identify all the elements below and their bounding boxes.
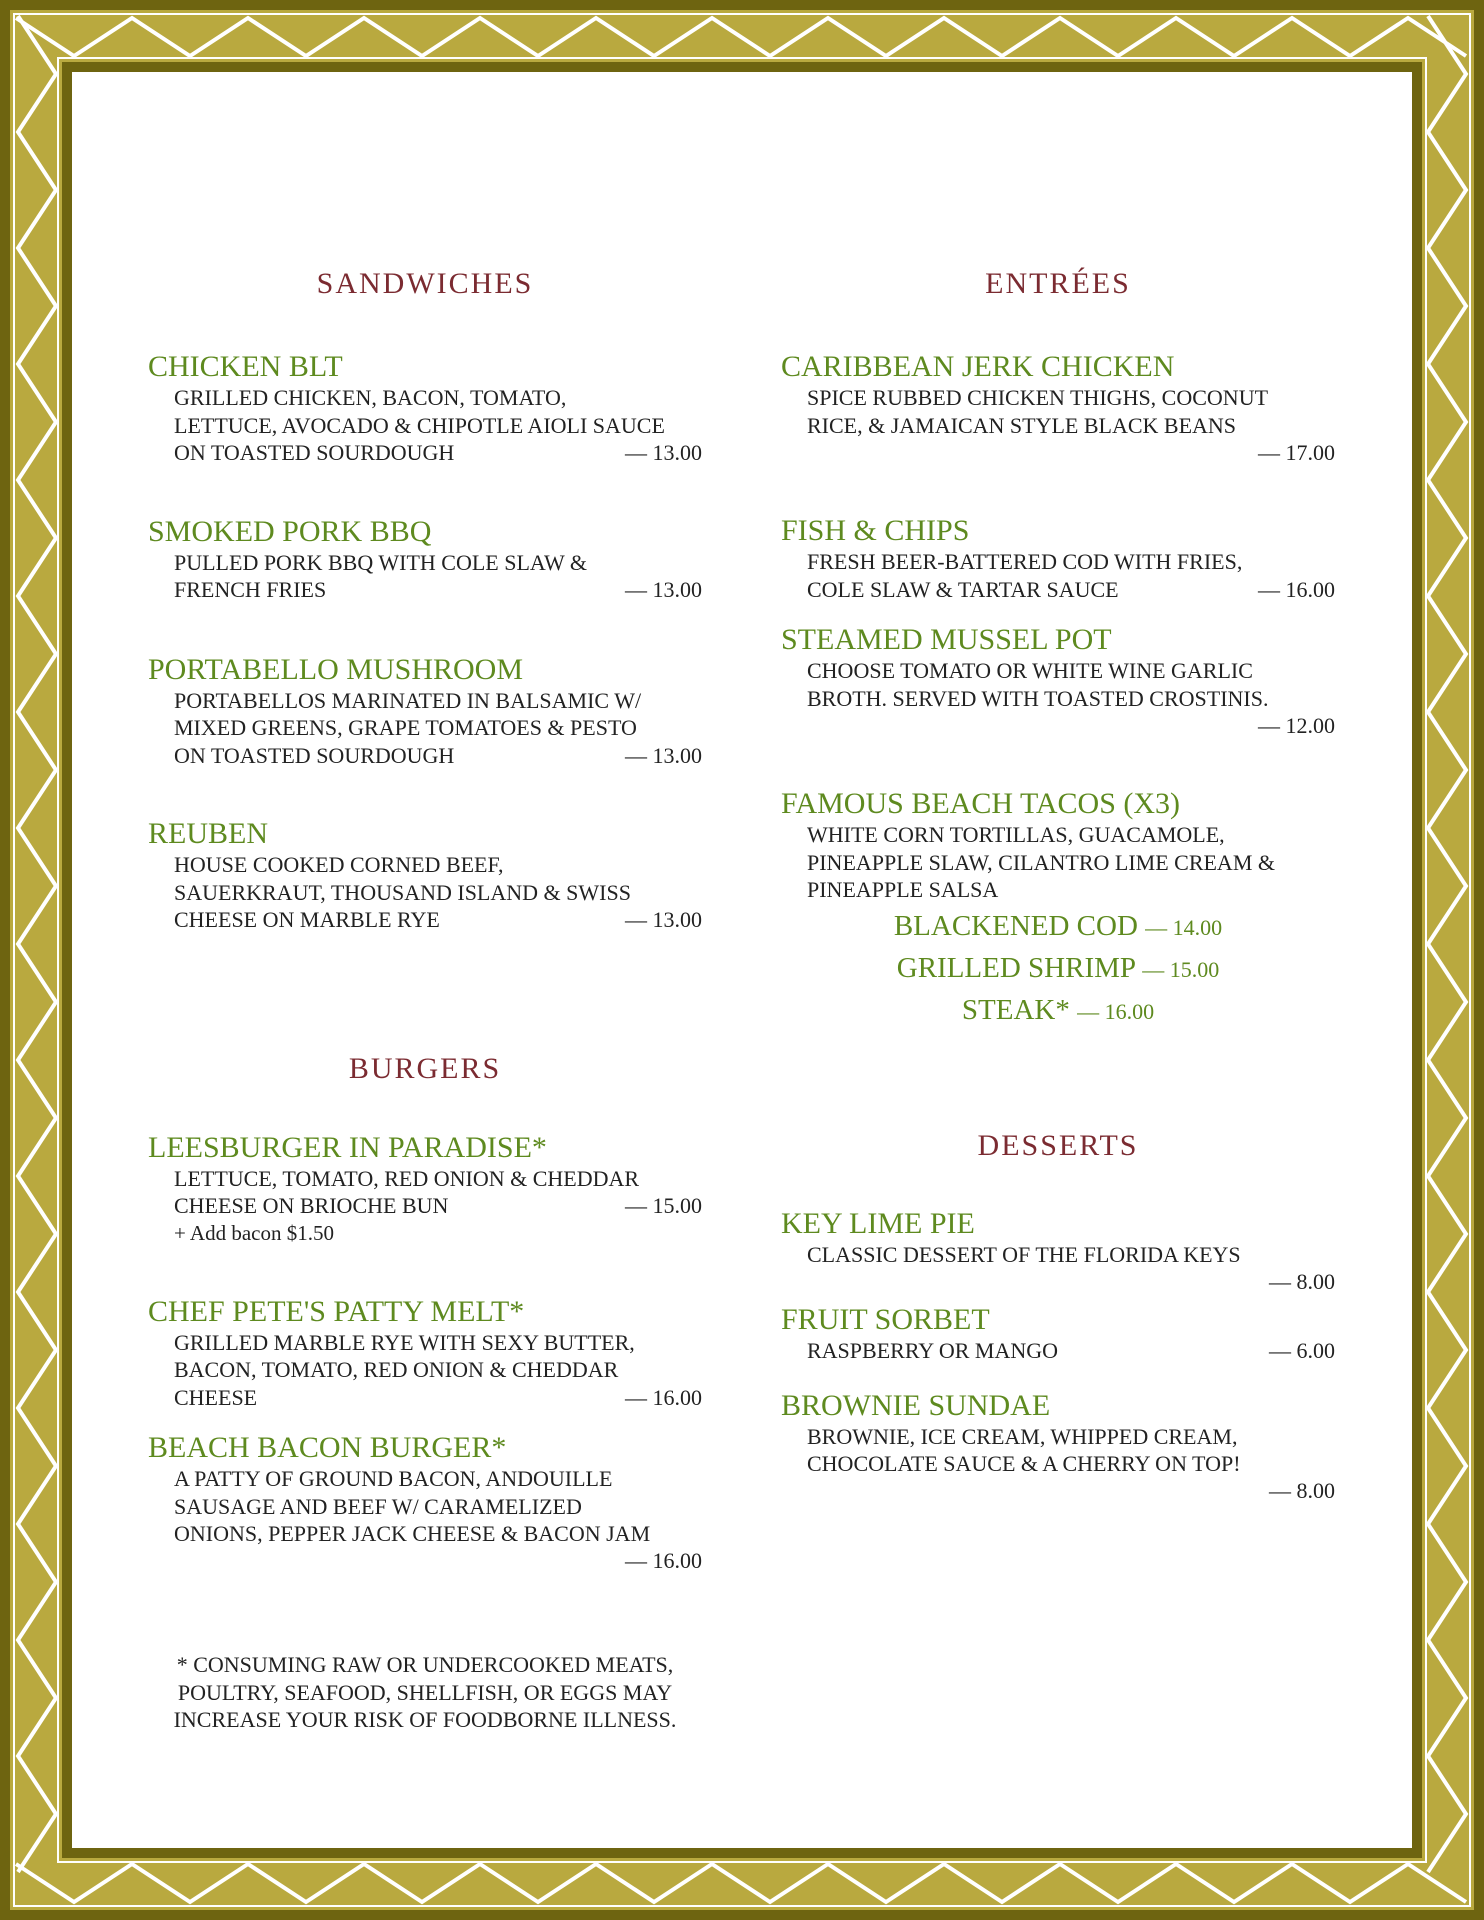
- item-name: LEESBURGER IN PARADISE*: [148, 1130, 547, 1164]
- section-title-entrees: ENTRÉES: [985, 267, 1131, 300]
- section-title-sandwiches: SANDWICHES: [316, 267, 534, 300]
- menu-item-smoked-pork-bbq: [148, 515, 702, 604]
- item-addon-note: + Add bacon $1.50: [174, 1220, 334, 1245]
- item-description: BROWNIE, ICE CREAM, WHIPPED CREAM, CHOCOLATE SAUCE & A CHERRY ON TOP!: [807, 1423, 1241, 1476]
- item-description: PULLED PORK BBQ WITH COLE SLAW & FRENCH FRIES: [174, 549, 587, 602]
- menu-item-fruit-sorbet: [781, 1303, 1335, 1365]
- item-description: FRESH BEER-BATTERED COD WITH FRIES, COLE SLAW & TARTAR SAUCE: [807, 549, 1243, 602]
- item-name: FISH & CHIPS: [781, 514, 970, 547]
- item-price: — 17.00: [1258, 439, 1335, 465]
- menu-item-brownie-sundae: [781, 1389, 1335, 1505]
- item-name: FRUIT SORBET: [781, 1303, 990, 1336]
- item-price: — 13.00: [625, 907, 702, 932]
- section-title-burgers: BURGERS: [348, 1051, 502, 1085]
- left-column: [148, 262, 702, 1575]
- menu-item-reuben: [148, 817, 702, 934]
- item-name: BEACH BACON BURGER*: [148, 1431, 507, 1464]
- menu-item-jerk-chicken: [781, 350, 1335, 466]
- item-name: SMOKED PORK BBQ: [148, 514, 432, 548]
- menu-item-beach-tacos: [781, 787, 1335, 1032]
- item-name: CHEF PETE'S PATTY MELT*: [148, 1294, 525, 1328]
- taco-option-blackened-cod: BLACKENED COD — 14.00: [893, 909, 1223, 942]
- item-name: BROWNIE SUNDAE: [781, 1388, 1051, 1422]
- menu-item-fish-chips: [781, 514, 1335, 603]
- right-column: [781, 262, 1335, 1505]
- menu-item-leesburger: [148, 1131, 702, 1247]
- menu-item-beach-bacon-burger: [148, 1431, 702, 1575]
- menu-item-key-lime-pie: [781, 1207, 1335, 1296]
- taco-option-steak: STEAK* — 16.00: [961, 993, 1155, 1026]
- food-safety-disclaimer: * CONSUMING RAW OR UNDERCOOKED MEATS, POULTRY, SEAFOOD, SHELLFISH, OR EGGS MAY INCREASE YOUR RISK OF FOODBORNE ILLNESS.: [173, 1652, 677, 1732]
- item-name: CARIBBEAN JERK CHICKEN: [781, 350, 1175, 383]
- item-description: HOUSE COOKED CORNED BEEF, SAUERKRAUT, THOUSAND ISLAND & SWISS CHEESE ON MARBLE RYE: [174, 852, 631, 932]
- item-description: CHOOSE TOMATO OR WHITE WINE GARLIC BROTH. SERVED WITH TOASTED CROSTINIS.: [807, 658, 1269, 711]
- menu-item-mussel-pot: [781, 623, 1335, 739]
- item-description: GRILLED MARBLE RYE WITH SEXY BUTTER, BACON, TOMATO, RED ONION & CHEDDAR CHEESE: [174, 1329, 635, 1410]
- item-description: RASPBERRY OR MANGO: [807, 1338, 1059, 1363]
- item-description: GRILLED CHICKEN, BACON, TOMATO, LETTUCE, AVOCADO & CHIPOTLE AIOLI SAUCE ON TOASTED SOURDOUGH: [174, 385, 665, 465]
- menu-item-portabello-mushroom: [148, 653, 702, 770]
- item-price: — 16.00: [1258, 576, 1335, 602]
- item-description: PORTABELLOS MARINATED IN BALSAMIC W/ MIXED GREENS, GRAPE TOMATOES & PESTO ON TOASTED SOURDOUGH: [174, 687, 642, 768]
- item-price: — 8.00: [1269, 1268, 1335, 1294]
- item-description: A PATTY OF GROUND BACON, ANDOUILLE SAUSAGE AND BEEF W/ CARAMELIZED ONIONS, PEPPER JACK CHEESE & BACON JAM: [174, 1466, 651, 1546]
- taco-option-grilled-shrimp: GRILLED SHRIMP — 15.00: [896, 951, 1220, 984]
- item-price: — 15.00: [625, 1193, 702, 1218]
- item-price: — 13.00: [625, 742, 702, 768]
- menu-item-chicken-blt: [148, 350, 702, 467]
- item-price: — 6.00: [1269, 1338, 1335, 1363]
- item-name: STEAMED MUSSEL POT: [781, 623, 1112, 656]
- item-description: CLASSIC DESSERT OF THE FLORIDA KEYS: [807, 1241, 1241, 1267]
- item-price: — 13.00: [625, 440, 702, 465]
- item-name: FAMOUS BEACH TACOS (X3): [781, 787, 1181, 820]
- item-price: — 16.00: [625, 1548, 702, 1573]
- item-description: SPICE RUBBED CHICKEN THIGHS, COCONUT RICE, & JAMAICAN STYLE BLACK BEANS: [807, 385, 1269, 438]
- item-price: — 8.00: [1269, 1478, 1335, 1503]
- section-title-desserts: DESSERTS: [977, 1128, 1139, 1162]
- menu-item-patty-melt: [148, 1295, 702, 1412]
- item-name: CHICKEN BLT: [148, 350, 343, 383]
- item-name: REUBEN: [148, 817, 268, 850]
- item-price: — 16.00: [625, 1384, 702, 1410]
- item-name: KEY LIME PIE: [781, 1206, 975, 1240]
- item-description: LETTUCE, TOMATO, RED ONION & CHEDDAR CHEESE ON BRIOCHE BUN: [174, 1165, 640, 1218]
- item-price: — 13.00: [625, 577, 702, 602]
- item-name: PORTABELLO MUSHROOM: [148, 652, 523, 686]
- item-description: WHITE CORN TORTILLAS, GUACAMOLE, PINEAPPLE SLAW, CILANTRO LIME CREAM & PINEAPPLE SALSA: [807, 822, 1275, 902]
- item-price: — 12.00: [1258, 712, 1335, 738]
